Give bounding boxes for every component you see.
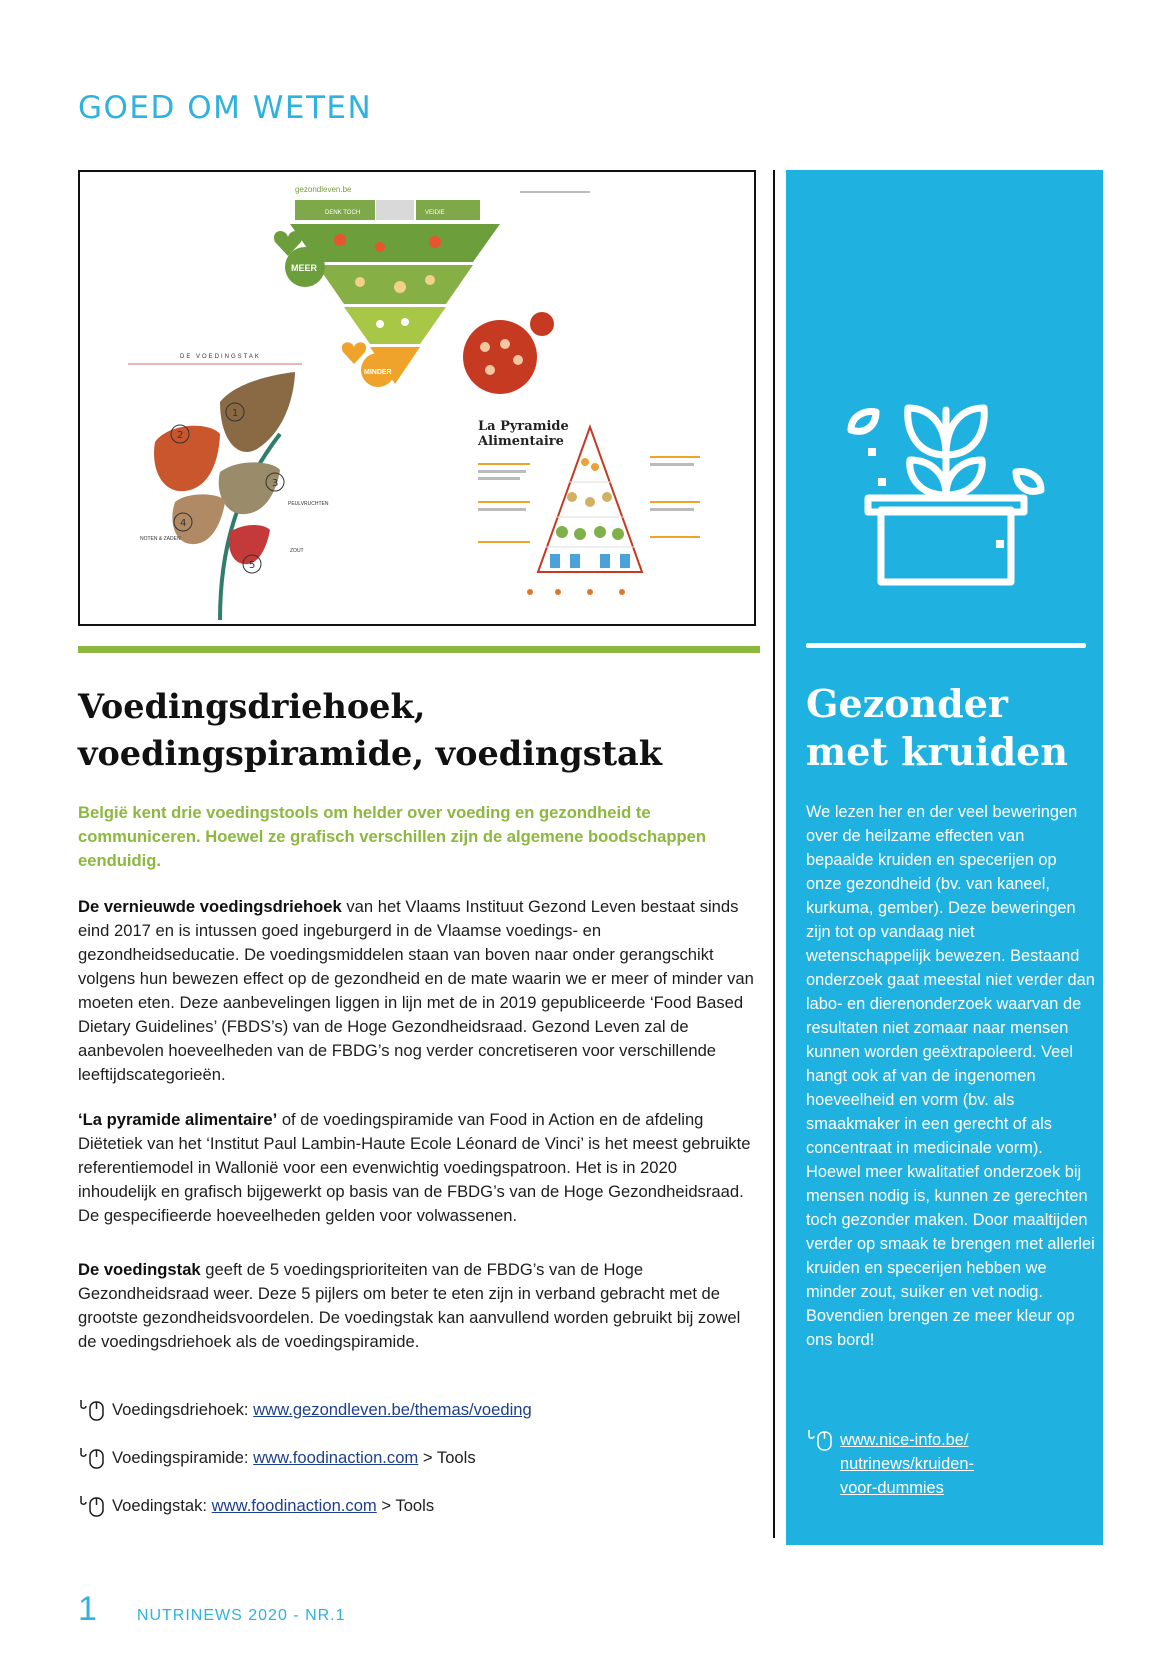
paragraph-voedingspiramide	[78, 1108, 758, 1228]
triangle-band-1: DENK TOCH	[325, 210, 361, 216]
article-intro: België kent drie voedingstools om helder over voeding en gezondheid te communiceren. Hoewel ze grafisch verschillen zijn de algemene boodschappen eenduidig.	[78, 803, 706, 870]
reference-3-label: Voedingstak:	[112, 1496, 208, 1515]
reference-2-label: Voedingspiramide:	[112, 1448, 249, 1467]
tak-caption-3: ZOUT	[290, 548, 304, 554]
triangle-band-2: VEIDIE	[425, 210, 445, 216]
paragraph-3-text: geeft de 5 voedingsprioriteiten van de FBDG’s van de Hoge Gezondheidsraad weer. Deze 5 pijlers om beter te eten zijn in verband gebracht met de grootste gezondheidsvoordelen. De voedingstak kan aanvullend worden gebruikt bij zowel de voedingsdriehoek als de voedingspiramide.	[78, 1260, 741, 1351]
reference-2-link[interactable]: www.foodinaction.com	[253, 1448, 419, 1467]
paragraph-1-text: van het Vlaams Instituut Gezond Leven bestaat sinds eind 2017 en is intussen goed ingeburgerd in de Vlaamse voedings- en gezondheidseducatie. De voedingsmiddelen staan van boven naar onder gerangschikt volgens hun bewezen effect op de gezondheid en de mate waarin we er meer of minder van moeten eten. Deze aanbevelingen liggen in lijn met de in 2019 gepubliceerde ‘Food Based Dietary Guidelines’ (FBDS’s) van de Hoge Gezondheidsraad. Gezond Leven zal de aanbevolen hoeveelheden van de FBDG’s nog verder concretiseren voor verschillende leeftijdscategorieën.	[78, 897, 754, 1084]
tak-number-5: 5	[249, 560, 256, 571]
reference-1-link[interactable]: www.gezondleven.be/themas/voeding	[253, 1400, 532, 1419]
green-divider	[78, 646, 760, 653]
mouse-click-icon	[806, 1428, 836, 1452]
paragraph-2-text: of de voedingspiramide van Food in Action en de afdeling Diëtetiek van het ‘Institut Paul Lambin-Haute Ecole Léonard de Vinci’ is het meest gebruikte referentiemodel in Wallonië voor een evenwichtig voedingspatroon. Het is in 2020 inhoudelijk en grafisch bijgewerkt op basis van de FBDG’s van de Hoge Gezondheidsraad. De gespecifieerde hoeveelheden gelden voor volwassenen.	[78, 1110, 751, 1225]
paragraph-voedingsdriehoek	[78, 895, 758, 1087]
sidebar-link-line-2: nutrinews/kruiden-	[840, 1455, 974, 1473]
reference-2-suffix: > Tools	[422, 1448, 476, 1467]
meer-label: MEER	[291, 263, 318, 273]
sidebar-link[interactable]	[840, 1428, 974, 1500]
sidebar-title	[806, 680, 1068, 776]
page-number: 1	[78, 1590, 97, 1628]
mouse-click-icon	[78, 1494, 108, 1518]
tak-number-4: 4	[180, 518, 187, 529]
paragraph-1-lead: De vernieuwde voedingsdriehoek	[78, 897, 342, 916]
paragraph-voedingstak	[78, 1258, 758, 1354]
mouse-click-icon	[78, 1446, 108, 1470]
headline-line-2: voedingspiramide, voedingstak	[78, 734, 662, 773]
plant-pot-icon	[846, 380, 1046, 590]
sidebar-text: We lezen her en der veel beweringen over de heilzame effecten van bepaalde kruiden en specerijen op onze gezondheid (bv. van kaneel, kurkuma, gember). Deze beweringen zijn tot op vandaag niet wetenschappelijk bewezen. Bestaand onderzoek gaat meestal niet verder dan labo- en dierenonderzoek waarvan de resultaten niet zomaar naar mensen kunnen worden geëxtrapoleerd. Veel hangt ook af van de ingenomen hoeveelheid en vorm (bv. als smaakmaker in een gerecht of als concentraat in medicinale vorm). Hoewel meer kwalitatief onderzoek bij mensen nodig is, kunnen ze gerechten toch gezonder maken. Door maaltijden verder op smaak te brengen met allerlei kruiden en specerijen hebben we minder zout, suiker en vet nodig. Bovendien brengen ze meer kleur op ons bord!	[806, 803, 1095, 1349]
sidebar-divider	[806, 643, 1086, 648]
paragraph-3-lead: De voedingstak	[78, 1260, 201, 1279]
pyramide-title-1: La Pyramide	[478, 419, 569, 434]
nutrition-tools-figure	[78, 170, 756, 626]
sidebar-title-line-2: met kruiden	[806, 729, 1068, 774]
publication-name: NUTRINEWS 2020 - NR.1	[136, 1607, 346, 1624]
sidebar-title-line-1: Gezonder	[806, 681, 1008, 726]
minder-label: MINDER	[364, 369, 392, 376]
pyramide-title-2: Alimentaire	[478, 434, 564, 449]
reference-voedingspiramide	[78, 1446, 476, 1470]
reference-voedingsdriehoek	[78, 1398, 532, 1422]
tak-caption-2: NOTEN & ZADEN	[140, 536, 181, 542]
triangle-brand: gezondleven.be	[295, 185, 352, 194]
tak-number-1: 1	[232, 408, 239, 419]
reference-3-suffix: > Tools	[381, 1496, 435, 1515]
sidebar-box	[786, 170, 1103, 1545]
mouse-click-icon	[78, 1398, 108, 1422]
article-headline	[78, 683, 768, 777]
headline-line-1: Voedingsdriehoek,	[78, 687, 426, 726]
tak-caption-1: PEULVRUCHTEN	[288, 501, 329, 507]
tak-number-2: 2	[177, 430, 184, 441]
reference-3-link[interactable]: www.foodinaction.com	[211, 1496, 377, 1515]
page-footer	[78, 1590, 346, 1629]
sidebar-link-line-3: voor-dummies	[840, 1479, 944, 1497]
sidebar-reference	[806, 1428, 974, 1500]
sidebar-link-line-1: www.nice-info.be/	[840, 1431, 969, 1449]
reference-voedingstak	[78, 1494, 434, 1518]
column-divider	[773, 170, 775, 1538]
tak-number-3: 3	[272, 478, 279, 489]
section-label: GOED OM WETEN	[78, 90, 373, 126]
nutrition-tools-illustration	[80, 172, 754, 624]
voedingstak-label: DE VOEDINGSTAK	[180, 354, 261, 360]
reference-1-label: Voedingsdriehoek:	[112, 1400, 249, 1419]
paragraph-2-lead: ‘La pyramide alimentaire’	[78, 1110, 278, 1129]
